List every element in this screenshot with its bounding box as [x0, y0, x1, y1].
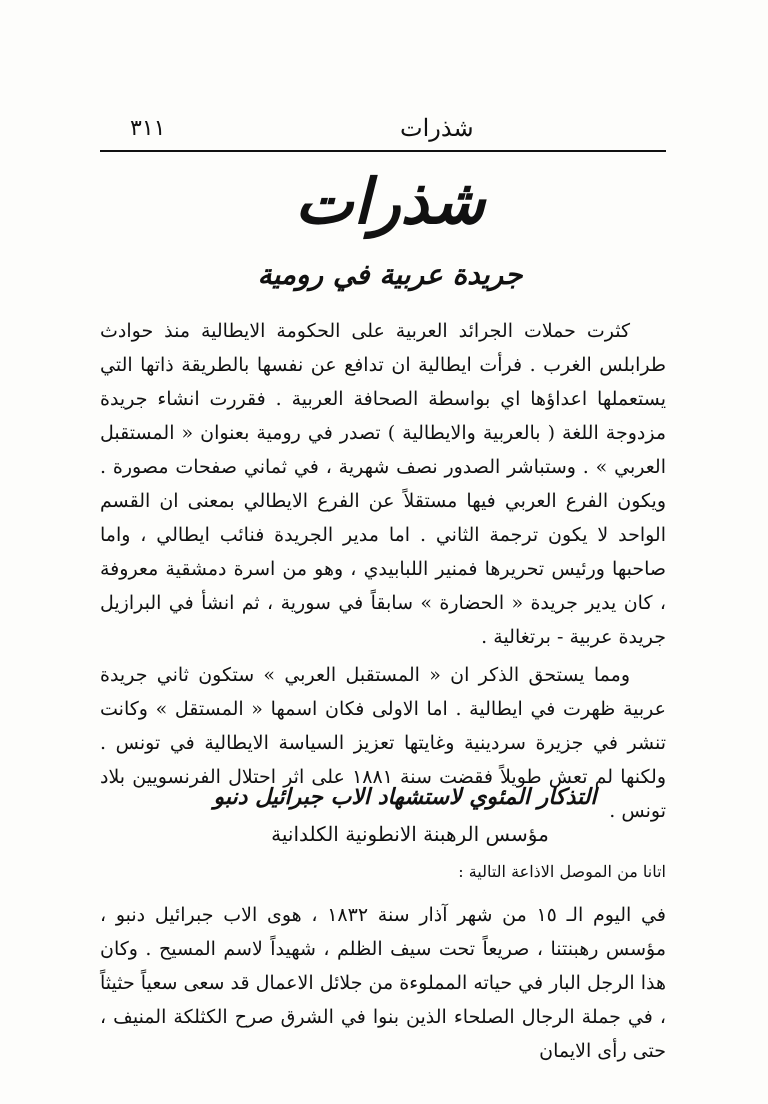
article-body — [100, 898, 666, 1068]
page-header — [100, 112, 664, 148]
running-title: شذرات — [400, 114, 474, 142]
article-title: التذكار المئوي لاستشهاد الاب جبرائيل دنبو — [213, 784, 597, 810]
paragraph: في اليوم الـ ١٥ من شهر آذار سنة ١٨٣٢ ، هوى الاب جبرائيل دنبو ، مؤسس رهبنتنا ، صريعاً تحت سيف الظلم ، شهيداً لاسم المسيح . وكان هذا الرجل البار في حياته المملوءة من جلائل الاعمال قد سعى سعياً حثيثاً ، في جملة الرجال الصلحاء الذين بنوا في الشرق صرح الكثلكة المنيف ، حتى رأى الايمان — [100, 904, 666, 1062]
paragraph: ومما يستحق الذكر ان « المستقبل العربي » ستكون ثاني جريدة عربية ظهرت في ايطالية . اما الاولى فكان اسمها « المستقل » وكانت تنشر في جزيرة سردينية وغايتها تعزيز السياسة الايطالية في تونس . ولكنها لم تعش طويلاً فقضت سنة ١٨٨١ على اثر احتلال الفرنسويين بلاد تونس . — [100, 664, 666, 822]
article-title: جريدة عربية في رومية — [257, 258, 523, 291]
article-body — [100, 314, 666, 828]
header-rule — [100, 150, 666, 152]
article-intro: اتانا من الموصل الاذاعة التالية : — [458, 862, 666, 881]
paragraph: كثرت حملات الجرائد العربية على الحكومة الايطالية منذ حوادث طرابلس الغرب . فرأت ايطالية ان تدافع عن نفسها بالطريقة ذاتها التي يستعملها اعداؤها اي بواسطة الصحافة العربية . فقررت انشاء جريدة مزدوجة اللغة ( بالعربية والايطالية ) تصدر في رومية بعنوان « المستقبل العربي » . وستباشر الصدور نصف شهرية ، في ثماني صفحات مصورة . ويكون الفرع العربي فيها مستقلاً عن الفرع الايطالي بمعنى ان القسم الواحد لا يكون ترجمة الثاني . اما مدير الجريدة فنائب ايطالي ، واما صاحبها ورئيس تحريرها فمنير اللبابيدي ، وهو من اسرة دمشقية معروفة ، كان يدير جريدة « الحضارة » سابقاً في سورية ، ثم انشأ في البرازيل جريدة عربية - برتغالية . — [100, 320, 666, 648]
article-subtitle: مؤسس الرهبنة الانطونية الكلدانية — [271, 822, 549, 846]
page-number: ٣١١ — [130, 116, 166, 141]
section-title: شذرات — [294, 165, 486, 238]
